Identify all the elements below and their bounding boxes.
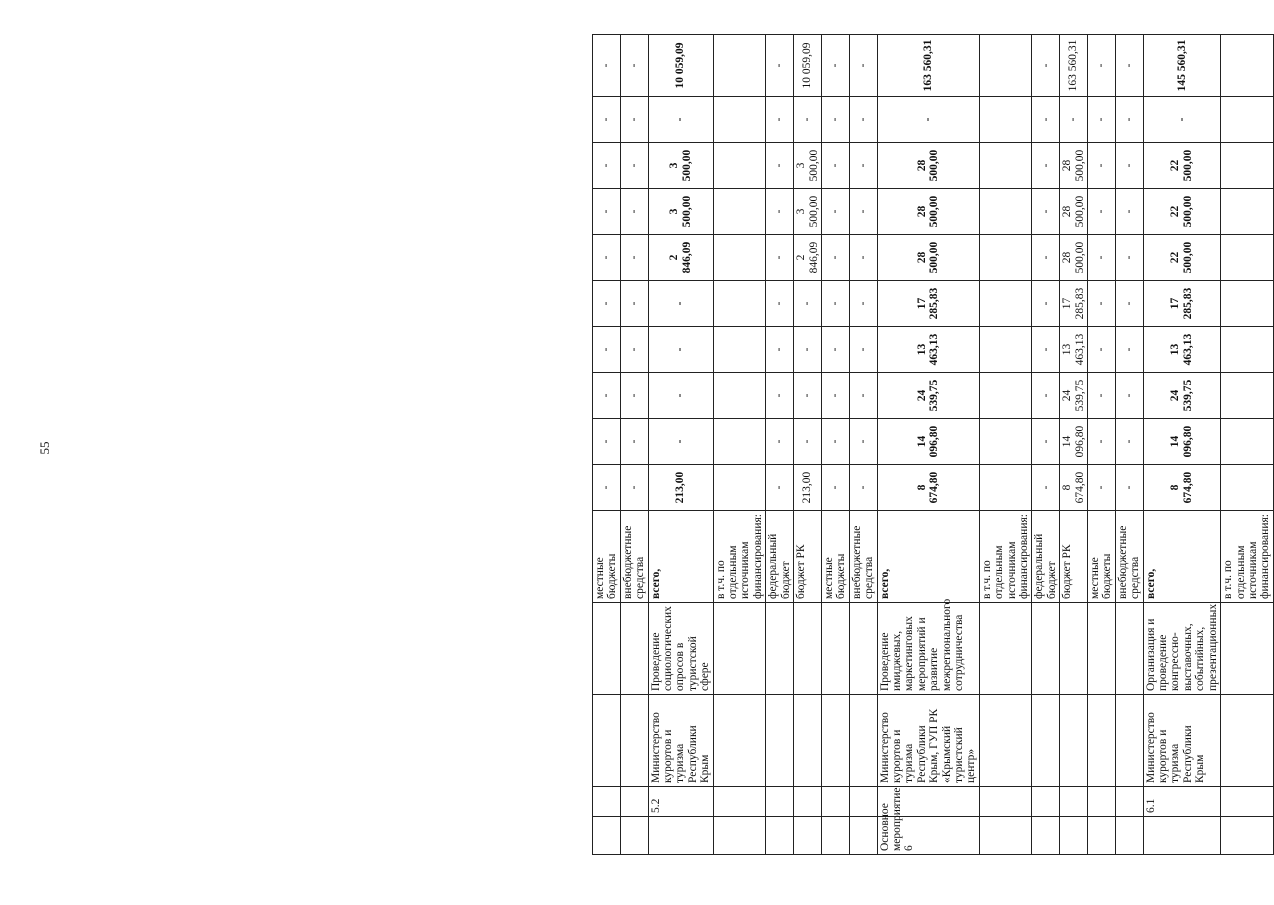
item-number-cell xyxy=(766,787,794,817)
amount-cell: - xyxy=(1115,465,1143,511)
amount-cell: 28 500,00 xyxy=(877,189,979,235)
amount-cell: - xyxy=(593,35,621,97)
amount-cell: - xyxy=(1115,189,1143,235)
amount-cell xyxy=(1221,465,1274,511)
amount-cell: - xyxy=(620,189,648,235)
row-group-cell xyxy=(1060,817,1088,855)
source-cell: местные бюджеты xyxy=(821,511,849,603)
item-number-cell xyxy=(620,787,648,817)
amount-cell: - xyxy=(1032,97,1060,143)
amount-cell: 13 463,13 xyxy=(877,327,979,373)
row-group-cell xyxy=(849,817,877,855)
amount-cell: - xyxy=(766,281,794,327)
amount-cell: - xyxy=(794,327,822,373)
amount-cell xyxy=(1221,143,1274,189)
amount-cell: 14 096,80 xyxy=(1143,419,1220,465)
page-number: 55 xyxy=(37,441,52,455)
row-group-cell xyxy=(1032,817,1060,855)
amount-cell: - xyxy=(849,35,877,97)
amount-cell: - xyxy=(1115,419,1143,465)
row-group-cell xyxy=(1088,817,1116,855)
table-row xyxy=(821,35,849,855)
amount-cell: - xyxy=(1088,97,1116,143)
amount-cell: - xyxy=(593,235,621,281)
table-row xyxy=(1060,35,1088,855)
amount-cell: - xyxy=(620,281,648,327)
table-row xyxy=(766,35,794,855)
table-row xyxy=(979,35,1032,855)
amount-cell: - xyxy=(593,419,621,465)
activity-cell: Проведение социологических опросов в туристской сфере xyxy=(648,603,713,695)
activity-cell xyxy=(593,603,621,695)
amount-cell: - xyxy=(821,465,849,511)
amount-cell xyxy=(979,465,1032,511)
amount-cell xyxy=(713,97,766,143)
item-number-cell xyxy=(593,787,621,817)
amount-cell: - xyxy=(1115,35,1143,97)
amount-cell: - xyxy=(849,143,877,189)
item-number-cell xyxy=(1060,787,1088,817)
activity-cell xyxy=(620,603,648,695)
amount-cell: 22 500,00 xyxy=(1143,235,1220,281)
amount-cell: - xyxy=(794,281,822,327)
executor-cell xyxy=(766,695,794,787)
table-row xyxy=(1088,35,1116,855)
amount-cell: 8 674,80 xyxy=(1060,465,1088,511)
row-group-cell xyxy=(979,817,1032,855)
amount-cell: - xyxy=(849,327,877,373)
source-cell: бюджет РК xyxy=(794,511,822,603)
executor-cell xyxy=(593,695,621,787)
amount-cell: - xyxy=(821,235,849,281)
item-number-cell xyxy=(1221,787,1274,817)
amount-cell: - xyxy=(1088,189,1116,235)
amount-cell: - xyxy=(766,419,794,465)
activity-cell xyxy=(821,603,849,695)
executor-cell xyxy=(1032,695,1060,787)
amount-cell: 163 560,31 xyxy=(1060,35,1088,97)
amount-cell: - xyxy=(1088,235,1116,281)
item-number-cell: 5.2 xyxy=(648,787,713,817)
amount-cell: - xyxy=(1032,35,1060,97)
amount-cell: 22 500,00 xyxy=(1143,143,1220,189)
row-group-cell xyxy=(1115,817,1143,855)
amount-cell xyxy=(979,97,1032,143)
amount-cell: 213,00 xyxy=(648,465,713,511)
amount-cell: - xyxy=(1032,373,1060,419)
amount-cell: - xyxy=(766,189,794,235)
source-cell: внебюджетные средства xyxy=(620,511,648,603)
table-row xyxy=(794,35,822,855)
table-row xyxy=(648,35,713,855)
activity-cell xyxy=(713,603,766,695)
table-row xyxy=(1143,35,1220,855)
amount-cell: - xyxy=(794,419,822,465)
amount-cell xyxy=(1221,97,1274,143)
amount-cell: 13 463,13 xyxy=(1143,327,1220,373)
amount-cell: - xyxy=(877,97,979,143)
amount-cell xyxy=(979,281,1032,327)
amount-cell: - xyxy=(849,189,877,235)
amount-cell: - xyxy=(648,281,713,327)
item-number-cell xyxy=(713,787,766,817)
amount-cell: 213,00 xyxy=(794,465,822,511)
amount-cell: - xyxy=(620,465,648,511)
table-row xyxy=(849,35,877,855)
amount-cell: 28 500,00 xyxy=(1060,143,1088,189)
source-cell: всего, xyxy=(1143,511,1220,603)
source-cell: местные бюджеты xyxy=(593,511,621,603)
executor-cell xyxy=(713,695,766,787)
amount-cell: - xyxy=(849,235,877,281)
amount-cell: - xyxy=(1088,35,1116,97)
amount-cell xyxy=(1221,281,1274,327)
amount-cell: - xyxy=(1088,419,1116,465)
activity-cell xyxy=(1032,603,1060,695)
row-group-cell xyxy=(713,817,766,855)
amount-cell: - xyxy=(1115,327,1143,373)
amount-cell: 17 285,83 xyxy=(1143,281,1220,327)
amount-cell: - xyxy=(1143,97,1220,143)
amount-cell: - xyxy=(766,373,794,419)
row-group-cell xyxy=(1143,817,1220,855)
table-row xyxy=(713,35,766,855)
amount-cell xyxy=(713,327,766,373)
amount-cell: 24 539,75 xyxy=(1060,373,1088,419)
amount-cell: - xyxy=(821,327,849,373)
item-number-cell xyxy=(794,787,822,817)
amount-cell: - xyxy=(766,97,794,143)
amount-cell: - xyxy=(620,327,648,373)
amount-cell: - xyxy=(648,419,713,465)
table-row xyxy=(1221,35,1274,855)
amount-cell: - xyxy=(1115,373,1143,419)
amount-cell xyxy=(713,281,766,327)
amount-cell: 2 846,09 xyxy=(648,235,713,281)
budget-table xyxy=(592,34,1274,855)
amount-cell: - xyxy=(1088,465,1116,511)
amount-cell xyxy=(979,35,1032,97)
amount-cell: - xyxy=(1088,373,1116,419)
amount-cell: 13 463,13 xyxy=(1060,327,1088,373)
budget-table-sheet xyxy=(592,35,1272,855)
source-cell: всего, xyxy=(877,511,979,603)
amount-cell: 28 500,00 xyxy=(877,235,979,281)
amount-cell: 3 500,00 xyxy=(648,189,713,235)
item-number-cell xyxy=(979,787,1032,817)
amount-cell: - xyxy=(1032,189,1060,235)
amount-cell: - xyxy=(620,143,648,189)
amount-cell: - xyxy=(620,35,648,97)
amount-cell: - xyxy=(593,465,621,511)
amount-cell: - xyxy=(1032,327,1060,373)
executor-cell xyxy=(620,695,648,787)
amount-cell: - xyxy=(766,143,794,189)
amount-cell: - xyxy=(1115,281,1143,327)
executor-cell xyxy=(1088,695,1116,787)
source-cell: бюджет РК xyxy=(1060,511,1088,603)
amount-cell: 8 674,80 xyxy=(1143,465,1220,511)
row-group-cell xyxy=(821,817,849,855)
amount-cell: - xyxy=(648,97,713,143)
amount-cell: - xyxy=(821,143,849,189)
amount-cell: - xyxy=(1032,465,1060,511)
amount-cell: 163 560,31 xyxy=(877,35,979,97)
amount-cell: - xyxy=(620,97,648,143)
amount-cell: - xyxy=(849,97,877,143)
amount-cell: - xyxy=(849,419,877,465)
item-number-cell xyxy=(1115,787,1143,817)
source-cell: в т.ч. по отдельным источникам финансирования: xyxy=(713,511,766,603)
amount-cell xyxy=(979,189,1032,235)
activity-cell xyxy=(1115,603,1143,695)
table-row xyxy=(1115,35,1143,855)
item-number-cell xyxy=(821,787,849,817)
executor-cell xyxy=(979,695,1032,787)
amount-cell xyxy=(1221,189,1274,235)
amount-cell: - xyxy=(1032,281,1060,327)
executor-cell: Министерство курортов и туризма Республики Крым, ГУП РК «Крымский туристский центр» xyxy=(877,695,979,787)
amount-cell xyxy=(713,143,766,189)
amount-cell xyxy=(979,327,1032,373)
amount-cell: - xyxy=(821,35,849,97)
activity-cell: Организация и проведение конгрессно-выставочных, событийных, презентационных xyxy=(1143,603,1220,695)
executor-cell: Министерство курортов и туризма Республики Крым xyxy=(1143,695,1220,787)
amount-cell xyxy=(1221,235,1274,281)
amount-cell: 14 096,80 xyxy=(877,419,979,465)
amount-cell: - xyxy=(593,281,621,327)
source-cell: местные бюджеты xyxy=(1088,511,1116,603)
amount-cell: - xyxy=(821,189,849,235)
amount-cell xyxy=(713,35,766,97)
amount-cell xyxy=(979,419,1032,465)
amount-cell: - xyxy=(849,465,877,511)
source-cell: внебюджетные средства xyxy=(849,511,877,603)
amount-cell: 24 539,75 xyxy=(877,373,979,419)
row-group-cell xyxy=(648,817,713,855)
amount-cell xyxy=(1221,373,1274,419)
amount-cell xyxy=(979,235,1032,281)
amount-cell: - xyxy=(1115,97,1143,143)
amount-cell xyxy=(713,373,766,419)
amount-cell: 3 500,00 xyxy=(794,143,822,189)
amount-cell: 17 285,83 xyxy=(1060,281,1088,327)
amount-cell: 28 500,00 xyxy=(1060,235,1088,281)
row-group-cell xyxy=(593,817,621,855)
amount-cell: - xyxy=(593,327,621,373)
amount-cell xyxy=(713,465,766,511)
amount-cell: - xyxy=(821,373,849,419)
executor-cell xyxy=(1060,695,1088,787)
amount-cell xyxy=(1221,419,1274,465)
amount-cell: - xyxy=(593,143,621,189)
amount-cell: - xyxy=(593,373,621,419)
amount-cell: - xyxy=(1032,419,1060,465)
executor-cell xyxy=(794,695,822,787)
amount-cell: 2 846,09 xyxy=(794,235,822,281)
source-cell: федеральный бюджет xyxy=(1032,511,1060,603)
source-cell: федеральный бюджет xyxy=(766,511,794,603)
amount-cell: - xyxy=(1115,143,1143,189)
amount-cell: 22 500,00 xyxy=(1143,189,1220,235)
amount-cell: - xyxy=(821,419,849,465)
amount-cell: 3 500,00 xyxy=(794,189,822,235)
amount-cell: 28 500,00 xyxy=(1060,189,1088,235)
activity-cell: Проведение имиджевых, маркетинговых мероприятий и развитие межрегионального сотрудничества xyxy=(877,603,979,695)
amount-cell: - xyxy=(821,97,849,143)
item-number-cell xyxy=(1032,787,1060,817)
amount-cell xyxy=(713,235,766,281)
row-group-cell xyxy=(1221,817,1274,855)
amount-cell: - xyxy=(1088,281,1116,327)
activity-cell xyxy=(1088,603,1116,695)
amount-cell: - xyxy=(766,235,794,281)
table-row xyxy=(877,35,979,855)
amount-cell: - xyxy=(1088,327,1116,373)
amount-cell xyxy=(979,143,1032,189)
amount-cell: 10 059,09 xyxy=(648,35,713,97)
amount-cell: - xyxy=(1115,235,1143,281)
amount-cell xyxy=(1221,35,1274,97)
amount-cell: - xyxy=(648,327,713,373)
amount-cell: - xyxy=(766,35,794,97)
activity-cell xyxy=(1221,603,1274,695)
amount-cell: - xyxy=(849,373,877,419)
amount-cell: - xyxy=(620,373,648,419)
amount-cell: - xyxy=(766,327,794,373)
amount-cell: - xyxy=(794,97,822,143)
amount-cell xyxy=(979,373,1032,419)
executor-cell xyxy=(1115,695,1143,787)
source-cell: в т.ч. по отдельным источникам финансирования: xyxy=(1221,511,1274,603)
amount-cell: - xyxy=(1032,235,1060,281)
amount-cell: - xyxy=(1088,143,1116,189)
amount-cell: 14 096,80 xyxy=(1060,419,1088,465)
source-cell: всего, xyxy=(648,511,713,603)
amount-cell: - xyxy=(794,373,822,419)
table-row xyxy=(620,35,648,855)
source-cell: в т.ч. по отдельным источникам финансирования: xyxy=(979,511,1032,603)
row-group-cell xyxy=(766,817,794,855)
amount-cell: 8 674,80 xyxy=(877,465,979,511)
activity-cell xyxy=(794,603,822,695)
row-group-cell: Основное мероприятие 6 xyxy=(877,817,979,855)
amount-cell: - xyxy=(593,97,621,143)
executor-cell xyxy=(821,695,849,787)
amount-cell xyxy=(1221,327,1274,373)
executor-cell xyxy=(1221,695,1274,787)
row-group-cell xyxy=(794,817,822,855)
amount-cell xyxy=(713,419,766,465)
amount-cell: - xyxy=(620,235,648,281)
executor-cell: Министерство курортов и туризма Республики Крым xyxy=(648,695,713,787)
amount-cell: - xyxy=(766,465,794,511)
amount-cell: - xyxy=(1060,97,1088,143)
amount-cell: - xyxy=(648,373,713,419)
amount-cell xyxy=(713,189,766,235)
row-group-cell xyxy=(620,817,648,855)
executor-cell xyxy=(849,695,877,787)
table-row xyxy=(1032,35,1060,855)
activity-cell xyxy=(849,603,877,695)
table-row xyxy=(593,35,621,855)
amount-cell: - xyxy=(620,419,648,465)
amount-cell: 145 560,31 xyxy=(1143,35,1220,97)
amount-cell: 17 285,83 xyxy=(877,281,979,327)
activity-cell xyxy=(979,603,1032,695)
amount-cell: - xyxy=(1032,143,1060,189)
item-number-cell xyxy=(849,787,877,817)
activity-cell xyxy=(1060,603,1088,695)
amount-cell: 10 059,09 xyxy=(794,35,822,97)
amount-cell: 28 500,00 xyxy=(877,143,979,189)
amount-cell: 24 539,75 xyxy=(1143,373,1220,419)
activity-cell xyxy=(766,603,794,695)
item-number-cell xyxy=(1088,787,1116,817)
amount-cell: - xyxy=(821,281,849,327)
source-cell: внебюджетные средства xyxy=(1115,511,1143,603)
amount-cell: 3 500,00 xyxy=(648,143,713,189)
amount-cell: - xyxy=(593,189,621,235)
amount-cell: - xyxy=(849,281,877,327)
item-number-cell: 6.1 xyxy=(1143,787,1220,817)
